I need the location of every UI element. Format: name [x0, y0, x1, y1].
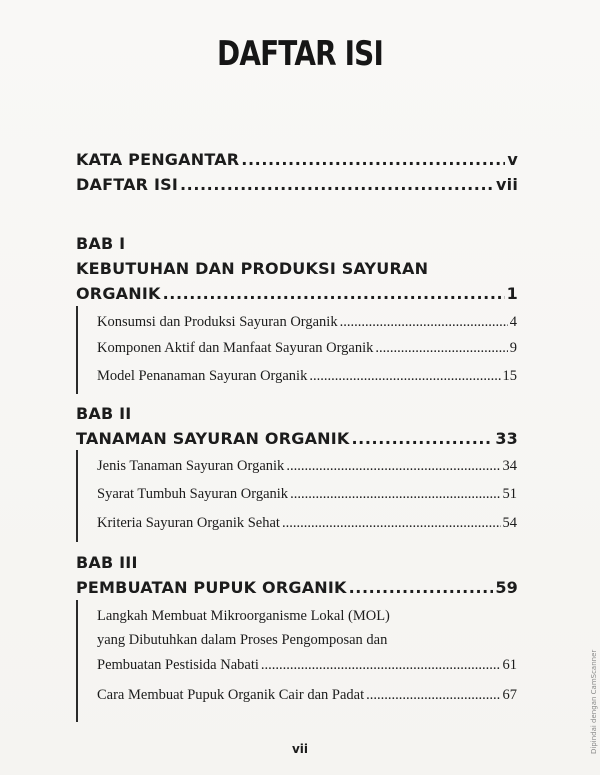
toc-entry-chapter	[76, 429, 518, 448]
toc-entry-chapter	[76, 284, 518, 303]
entry-label: Cara Membuat Pupuk Organik Cair dan Padat	[97, 687, 365, 703]
section-bracket-line	[76, 306, 78, 394]
entry-label: PEMBUATAN PUPUK ORGANIK	[76, 578, 347, 597]
toc-entry-daftar-isi	[76, 175, 518, 194]
chapter-label: BAB II	[76, 404, 132, 423]
entry-label: Konsumsi dan Produksi Sayuran Organik	[97, 314, 338, 330]
entry-label: ORGANIK	[76, 284, 161, 303]
toc-section-line: Langkah Membuat Mikroorganisme Lokal (MOL)	[97, 608, 390, 624]
toc-entry-section	[97, 515, 517, 532]
entry-label: Model Penanaman Sayuran Organik	[97, 368, 308, 384]
entry-page: 54	[502, 515, 517, 531]
entry-label: KATA PENGANTAR	[76, 150, 240, 169]
dot-leader	[349, 578, 494, 597]
chapter-label: BAB I	[76, 234, 126, 253]
toc-entry-chapter	[76, 578, 518, 597]
dot-leader	[340, 314, 508, 331]
entry-page: 9	[509, 340, 517, 356]
watermark-text: Dipindai dengan CamScanner	[590, 649, 598, 754]
dot-leader	[290, 486, 500, 503]
scanner-watermark	[584, 640, 598, 760]
dot-leader	[261, 657, 501, 674]
entry-page: 34	[502, 458, 517, 474]
entry-label: DAFTAR ISI	[76, 175, 178, 194]
toc-entry-section	[97, 314, 517, 331]
toc-entry-section	[97, 368, 517, 385]
entry-label: Kriteria Sayuran Organik Sehat	[97, 515, 280, 531]
toc-entry-section	[97, 458, 517, 475]
dot-leader	[282, 515, 501, 532]
dot-leader	[309, 368, 500, 385]
dot-leader	[163, 284, 505, 303]
entry-page: 51	[502, 486, 517, 502]
entry-label: TANAMAN SAYURAN ORGANIK	[76, 429, 350, 448]
dot-leader	[180, 175, 494, 194]
section-bracket-line	[76, 600, 78, 722]
entry-label: Syarat Tumbuh Sayuran Organik	[97, 486, 289, 502]
entry-page: 67	[502, 687, 517, 703]
page-number: vii	[291, 742, 309, 756]
entry-page: 1	[506, 284, 518, 303]
page-title: DAFTAR ISI	[217, 34, 383, 74]
entry-page: 59	[495, 578, 518, 597]
dot-leader	[375, 340, 507, 357]
entry-label: Komponen Aktif dan Manfaat Sayuran Organik	[97, 340, 374, 356]
entry-page: vii	[496, 175, 518, 194]
toc-entry-section	[97, 687, 517, 704]
chapter-title: KEBUTUHAN DAN PRODUKSI SAYURAN	[76, 259, 429, 278]
toc-entry-kata-pengantar	[76, 150, 518, 169]
dot-leader	[286, 458, 500, 475]
dot-leader	[352, 429, 494, 448]
chapter-label: BAB III	[76, 553, 138, 572]
entry-page: v	[507, 150, 518, 169]
entry-label: Pembuatan Pestisida Nabati	[97, 657, 259, 673]
entry-page: 4	[509, 314, 517, 330]
entry-page: 15	[502, 368, 517, 384]
section-bracket-line	[76, 450, 78, 542]
dot-leader	[366, 687, 500, 704]
dot-leader	[241, 150, 505, 169]
toc-entry-section	[97, 657, 517, 674]
toc-entry-section	[97, 486, 517, 503]
entry-page: 61	[502, 657, 517, 673]
toc-section-line: yang Dibutuhkan dalam Proses Pengomposan dan	[97, 632, 388, 648]
entry-page: 33	[495, 429, 518, 448]
toc-entry-section	[97, 340, 517, 357]
entry-label: Jenis Tanaman Sayuran Organik	[97, 458, 285, 474]
